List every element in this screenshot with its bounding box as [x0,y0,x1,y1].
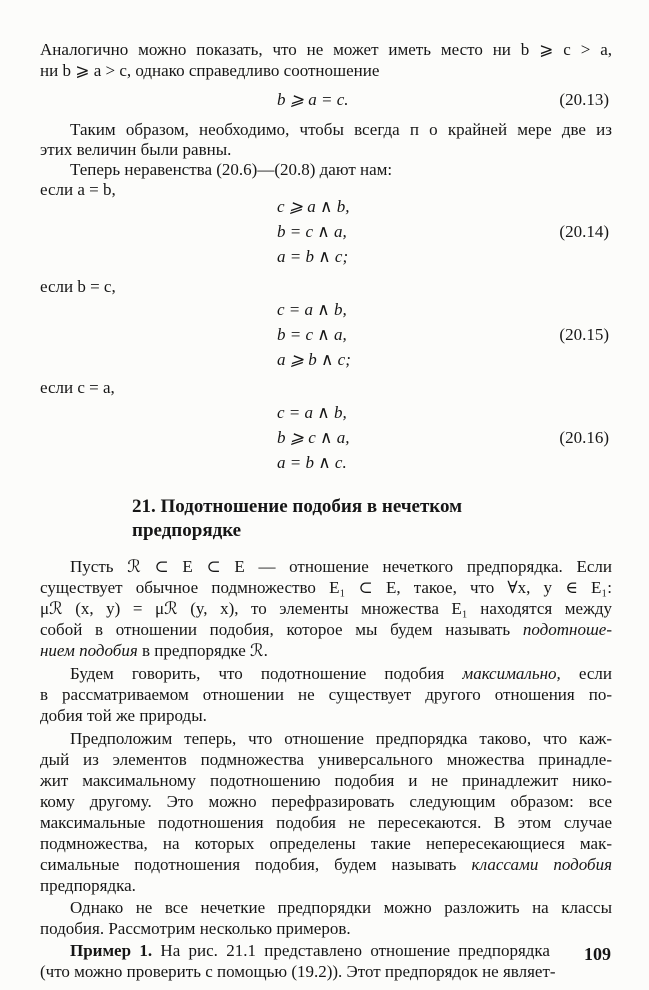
text-line: дый из элементов подмножества универсального множества принадле- [40,750,612,769]
formula-line: c = a ∧ b, [277,300,347,319]
formula-line: b = c ∧ a, [277,325,347,344]
text-line: Таким образом, необходимо, чтобы всегда п о крайней мере две из [70,120,612,139]
text-line: подмножества, на которых определены такие непересекающиеся мак- [40,834,612,853]
text-span: симальные подотношения подобия, будем называть [40,855,472,874]
text-line [70,941,550,961]
text-line: (что можно проверить с помощью (19.2)). Этот предпорядок не являет- [40,962,556,981]
formula-line: b ⩾ c ∧ a, [277,428,350,447]
formula-line: c ⩾ a ∧ b, [277,197,350,216]
text-line: Пусть ℛ ⊂ E ⊂ E — отношение нечеткого предпорядка. Если [70,557,612,576]
equation-number: (20.14) [559,222,609,241]
formula-line: a = b ∧ c. [277,453,347,472]
emphasis: максимально, [462,664,561,683]
text-line [40,620,612,640]
text-line: Аналогично можно показать, что не может иметь место ни b ⩾ c > a, [40,40,612,59]
text-line: максимальные подотношения подобия не пересекаются. В этом случае [40,813,612,832]
text-line [40,641,268,661]
equation-number: (20.15) [559,325,609,344]
emphasis: подотноше- [522,620,612,639]
text-line: в рассматриваемом отношении не существует другого отношения по- [40,685,612,704]
text-line: существует обычное подмножество E₁ ⊂ E, такое, что ∀x, y ∈ E₁: [40,578,612,597]
case-label: если c = a, [40,378,115,397]
emphasis: классами подобия [471,855,612,874]
section-title: предпорядке [132,520,242,541]
case-label: если a = b, [40,180,116,199]
equation-20-13: b ⩾ a = c. [277,90,349,109]
formula-line: a ⩾ b ∧ c; [277,350,351,369]
text-line: предпорядка. [40,876,136,895]
text-line: жит максимальному подотношению подобия и не принадлежит нико- [40,771,612,790]
text-line: добия той же природы. [40,706,207,725]
text-line: Однако не все нечеткие предпорядки можно разложить на классы [70,898,612,917]
text-line: кому другому. Это можно перефразировать следующим образом: все [40,792,612,811]
text-span: На рис. 21.1 представлено отношение предпорядка [152,941,550,960]
formula-line: a = b ∧ c; [277,247,349,266]
example-label: Пример 1. [70,941,153,960]
text-line: μℛ (x, y) = μℛ (y, x), то элементы множества E₁ находятся между [40,599,612,618]
text-span: если [560,664,612,683]
equation-number: (20.16) [559,428,609,447]
text-line: ни b ⩾ a > c, однако справедливо соотношение [40,61,380,80]
text-span: собой в отношении подобия, которое мы будем называть [40,620,523,639]
text-span: в предпорядке ℛ. [137,641,268,660]
page-number: 109 [584,944,611,964]
text-line [70,664,612,684]
text-line: этих величин были равны. [40,140,232,159]
text-line [40,855,612,875]
section-title: 21. Подотношение подобия в нечетком [132,496,463,517]
formula-line: b = c ∧ a, [277,222,347,241]
equation-number: (20.13) [559,90,609,109]
formula-line: c = a ∧ b, [277,403,347,422]
text-span: Будем говорить, что подотношение подобия [70,664,463,683]
text-line: подобия. Рассмотрим несколько примеров. [40,919,351,938]
emphasis: нием подобия [40,641,138,660]
case-label: если b = c, [40,277,116,296]
text-line: Теперь неравенства (20.6)—(20.8) дают нам: [70,160,393,179]
text-line: Предположим теперь, что отношение предпорядка таково, что каж- [70,729,612,748]
